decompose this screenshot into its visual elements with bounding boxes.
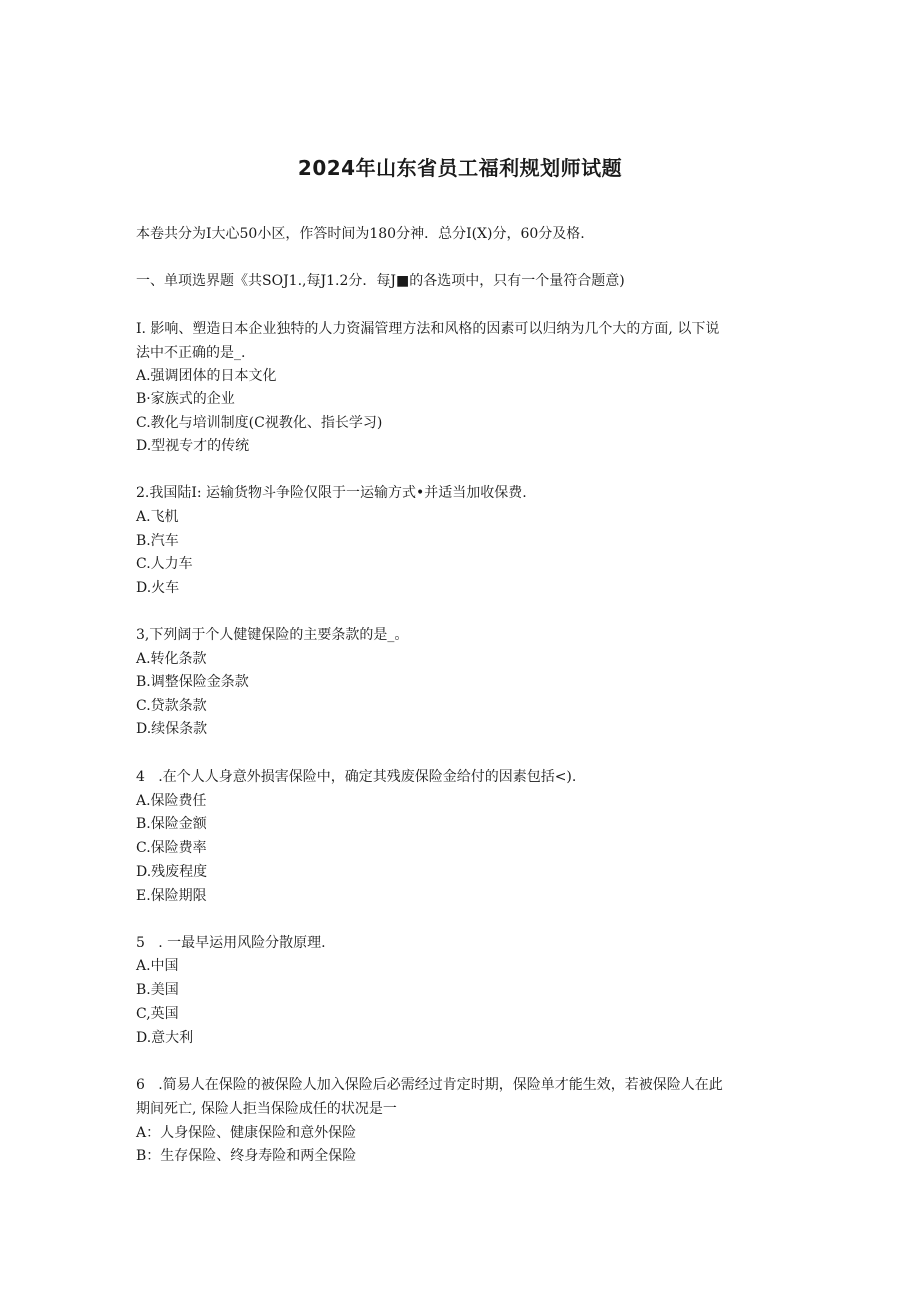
question-5-option-d: D.意大利: [136, 1030, 194, 1046]
question-2-option-a: A.飞机: [136, 509, 179, 525]
question-4-option-a: A.保险费任: [136, 793, 207, 809]
section-heading: 一、单项选界题《共SOJ1.,每J1.2分．每J■的各选项中，只有一个量符合题意): [136, 273, 625, 289]
question-6-option-b: B：生存保险、终身寿险和两全保险: [136, 1148, 357, 1164]
question-6-text-line-2: 期间死亡, 保险人拒当保险成任的状况是一: [136, 1101, 397, 1117]
question-3-option-b: B.调整保险金条款: [136, 674, 249, 690]
question-2-text: 2.我国陆I: 运输货物斗争险仅限于一运输方式•并适当加收保费.: [136, 485, 527, 501]
question-4-option-b: B.保险金额: [136, 816, 207, 832]
question-3-option-d: D.续保条款: [136, 721, 208, 737]
exam-intro: 本卷共分为I大心50小区，作答时间为180分神．总分I(X)分，60分及格.: [136, 226, 585, 242]
question-3-option-a: A.转化条款: [136, 651, 207, 667]
question-5-text: 5 . 一最早运用风险分散原理.: [136, 935, 326, 951]
question-1-option-b: B·家族式的企业: [136, 391, 235, 407]
question-5-option-a: A.中国: [136, 958, 179, 974]
question-2-option-d: D.火车: [136, 580, 180, 596]
question-4-text: 4 .在个人人身意外损害保险中，确定其残废保险金给付的因素包括<).: [136, 769, 577, 785]
question-3-option-c: C.贷款条款: [136, 698, 207, 714]
question-4-option-d: D.残废程度: [136, 864, 208, 880]
question-4-option-e: E.保险期限: [136, 888, 207, 904]
question-2-option-b: B.汽车: [136, 533, 179, 549]
question-1-option-d: D.型视专才的传统: [136, 438, 250, 454]
question-5-option-c: C,英国: [136, 1006, 179, 1022]
question-6-option-a: A：人身保险、健康保险和意外保险: [136, 1125, 357, 1141]
question-2-option-c: C.人力车: [136, 556, 193, 572]
question-1-option-a: A.强调团体的日本文化: [136, 368, 277, 384]
question-1-option-c: C.教化与培训制度(C视教化、指长学习): [136, 415, 383, 431]
question-1-text-line-2: 法中不正确的是_.: [136, 345, 246, 361]
question-1-text-line-1: I. 影响、塑造日本企业独特的人力资漏管理方法和风格的因素可以归纳为几个大的方面, 以下说: [136, 321, 720, 337]
question-6-text-line-1: 6 .简易人在保险的被保险人加入保险后必需经过肯定时期，保险单才能生效，若被保险人在此: [136, 1077, 723, 1093]
question-5-option-b: B.美国: [136, 982, 179, 998]
page-title: 2024年山东省员工福利规划师试题: [297, 156, 623, 180]
question-3-text: 3,下列阔于个人健键保险的主要条款的是_。: [136, 627, 409, 643]
question-4-option-c: C.保险费率: [136, 840, 207, 856]
